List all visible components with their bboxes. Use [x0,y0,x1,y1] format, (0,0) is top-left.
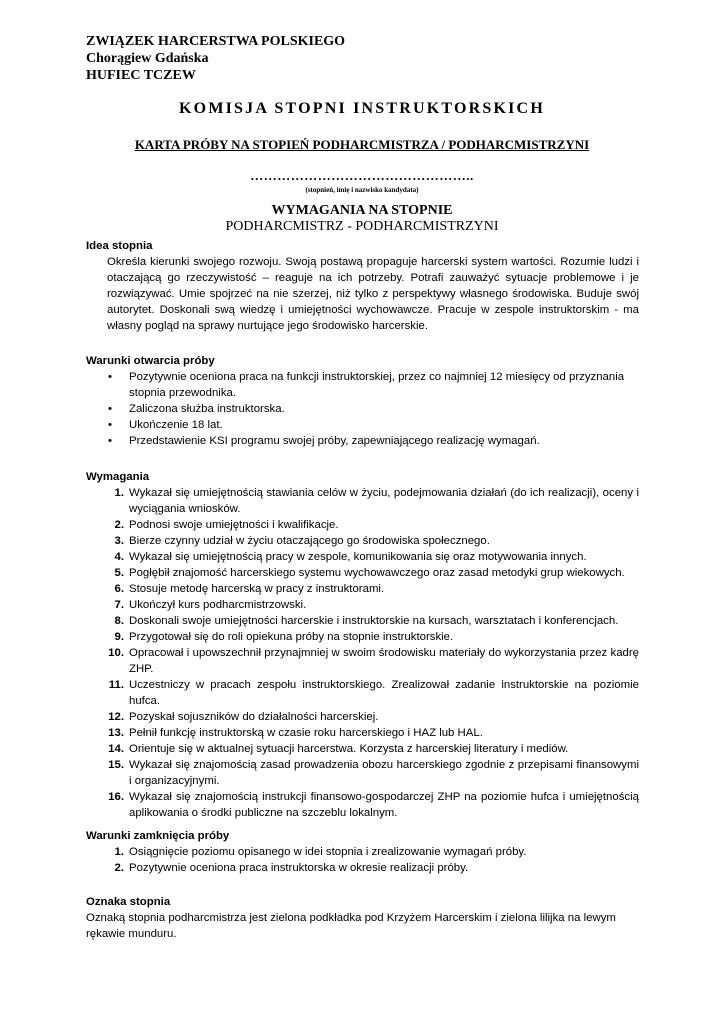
org-district: HUFIEC TCZEW [86,68,196,83]
item-text: Stosuje metodę harcerską w pracy z instruktorami. [129,583,385,595]
idea-text: Określa kierunki swojego rozwoju. Swoją postawą propaguje harcerski system wartości. Rozumie ludzi i otaczającą go rzeczywistość – reaguje na ich potrzeby. Potrafi zauważyć sytuacje problemowe i je rozwiązywać. Umie spojrzeć na nie szerzej, niż tylko z perspektywy własnego środowiska. Buduje swój autorytet. Doskonali swą wiedzę i umiejętności wychowawcze. Pracuje w zespole instruktorskim - ma własny pogląd na sprawy nurtujące jego środowisko harcerskie. [107,256,639,332]
item-text: Wykazał się znajomością zasad prowadzenia obozu harcerskiego zgodnie z przepisami finansowymi i organizacyjnymi. [129,759,639,787]
item-number: 13. [108,727,124,739]
list-item [86,485,639,517]
list-item [86,677,639,709]
item-text: Uczestniczy w pracach zespołu instruktorskiego. Zrealizował zadanie instruktorskie na poziomie hufca. [129,679,639,707]
requirements-title: WYMAGANIA NA STOPNIE [271,203,453,218]
list-item: • Zaliczona służba instruktorska. [86,401,639,417]
item-text: Pozytywnie oceniona praca instruktorska w okresie realizacji próby. [129,862,469,874]
item-text: Orientuje się w aktualnej sytuacji harcerstwa. Korzysta z harcerskiej literatury i mediów. [129,743,569,755]
item-number: 5. [114,567,124,579]
closing-heading: Warunki zamknięcia próby [86,830,230,842]
opening-heading: Warunki otwarcia próby [86,355,215,367]
item-number: 1. [114,846,124,858]
item-text: Bierze czynny udział w życiu otaczającego go środowiska społecznego. [129,535,490,547]
item-number: 11. [108,679,124,691]
item-text: Wykazał się umiejętnością stawiania celów w życiu, podejmowania działań (do ich realizacji), oceny i wyciągania wniosków. [129,487,639,515]
item-number: 9. [114,631,124,643]
list-item [86,725,639,741]
item-text: Wykazał się znajomością instrukcji finansowo-gospodarczej ZHP na poziomie hufca i umiejętnością aplikowania o środki publiczne na szczeblu lokalnym. [129,791,639,819]
commission-title: KOMISJA STOPNI INSTRUKTORSKICH [179,100,545,117]
card-title-text: KARTA PRÓBY NA STOPIEŃ PODHARCMISTRZA / PODHARCMISTRZYNI [134,137,590,152]
item-number: 12. [108,711,124,723]
list-item [86,860,639,876]
item-number: 6. [114,583,124,595]
list-item [86,629,639,645]
item-number: 14. [108,743,124,755]
requirements-subtitle: PODHARCMISTRZ - PODHARCMISTRZYNI [225,219,499,234]
list-item [86,517,639,533]
item-number: 2. [114,862,124,874]
list-item [86,789,639,821]
list-item [86,757,639,789]
item-number: 3. [114,535,124,547]
item-number: 8. [114,615,124,627]
item-text: Pełnił funkcję instruktorską w czasie roku harcerskiego i HAZ lub HAL. [129,727,483,739]
item-text: Opracował i upowszechnił przynajmniej w swoim środowisku materiały do wykorzystania przez kadrę ZHP. [129,647,639,675]
list-item [86,709,639,725]
item-text: Doskonali swoje umiejętności harcerskie i instruktorskie na kursach, warsztatach i konferencjach. [129,615,619,627]
item-text: Pozyskał sojuszników do działalności harcerskiej. [129,711,379,723]
list-item [86,597,639,613]
item-number: 4. [114,551,124,563]
closing-section [86,828,639,876]
badge-heading: Oznaka stopnia [86,896,171,908]
item-text: Pogłębił znajomość harcerskiego systemu wychowawczego oraz zasad metodyki grup wiekowych. [129,567,625,579]
list-item [86,844,639,860]
idea-section [86,238,639,334]
item-number: 2. [114,519,124,531]
badge-section [86,894,639,942]
item-text: Przygotował się do roli opiekuna próby na stopnie instruktorskie. [129,631,454,643]
item-number: 15. [108,759,124,771]
item-number: 16. [108,791,124,803]
badge-text: Oznaką stopnia podharcmistrza jest zielona podkładka pod Krzyżem Harcerskim i zielona lilijka na lewym rękawie munduru. [86,912,616,940]
candidate-field: ………………………………………….. [250,168,474,183]
list-item: • Przedstawienie KSI programu swojej próby, zapewniającego realizację wymagań. [86,433,639,449]
requirements-heading: Wymagania [86,471,150,483]
list-item [86,549,639,565]
list-item [86,645,639,677]
item-number: 7. [114,599,124,611]
item-text: Osiągnięcie poziomu opisanego w idei stopnia i zrealizowanie wymagań próby. [129,846,527,858]
list-item: • Pozytywnie oceniona praca na funkcji instruktorskiej, przez co najmniej 12 miesięcy od przyznania stopnia przewodnika. [86,369,639,401]
organization-header [86,33,345,84]
org-name: ZWIĄZEK HARCERSTWA POLSKIEGO [86,34,346,49]
list-item: • Ukończenie 18 lat. [86,417,639,433]
closing-list [86,844,639,876]
org-banner: Chorągiew Gdańska [86,51,209,66]
opening-list [86,369,639,449]
list-item [86,581,639,597]
list-item [86,613,639,629]
item-number: 1. [114,487,124,499]
item-text: Ukończył kurs podharcmistrzowski. [129,599,307,611]
item-number: 10. [108,647,124,659]
candidate-caption: (stopnień, imię i nazwisko kandydata) [305,186,419,194]
list-item [86,565,639,581]
card-title [0,137,724,153]
list-item [86,533,639,549]
item-text: Wykazał się umiejętnością pracy w zespole, komunikowania się oraz motywowania innych. [129,551,587,563]
opening-section [86,353,639,449]
requirements-list [86,485,639,821]
requirements-section [86,469,639,821]
idea-heading: Idea stopnia [86,240,153,252]
item-text: Podnosi swoje umiejętności i kwalifikacje. [129,519,339,531]
list-item [86,741,639,757]
